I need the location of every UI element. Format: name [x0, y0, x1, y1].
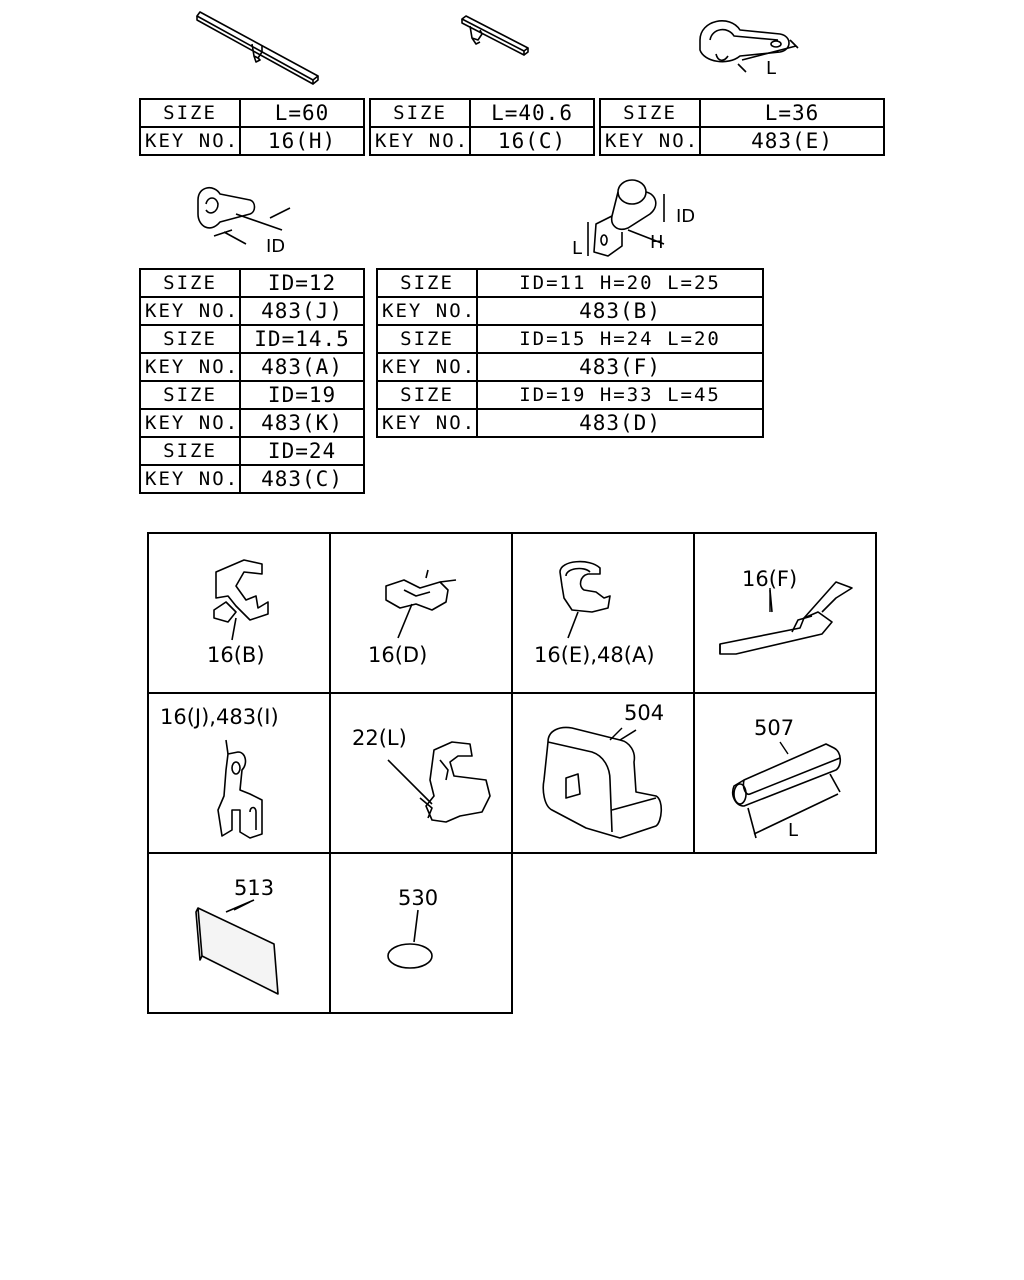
- size-value: ID=19: [240, 381, 364, 409]
- size-label: SIZE: [377, 325, 477, 353]
- key-label: KEY NO.: [140, 127, 240, 155]
- size-label: SIZE: [140, 325, 240, 353]
- spec-table-16h: [139, 98, 365, 156]
- grid-cell-16f: [693, 532, 877, 694]
- part-label-16d: 16(D): [368, 643, 428, 667]
- size-label: SIZE: [140, 437, 240, 465]
- key-value: 483(B): [477, 297, 763, 325]
- bracket-clamp-dim-id: ID: [676, 206, 696, 227]
- part-507-dim-label: L: [788, 820, 799, 841]
- size-value: ID=15 H=24 L=20: [477, 325, 763, 353]
- key-label: KEY NO.: [600, 127, 700, 155]
- key-label: KEY NO.: [140, 465, 240, 493]
- size-value: ID=12: [240, 269, 364, 297]
- grid-cell-22l: [329, 692, 513, 854]
- size-label: SIZE: [377, 381, 477, 409]
- loop-clamp-dim-label: L: [766, 58, 777, 79]
- size-label: SIZE: [600, 99, 700, 127]
- part-label-16f: 16(F): [742, 567, 798, 591]
- key-label: KEY NO.: [377, 297, 477, 325]
- key-label: KEY NO.: [377, 409, 477, 437]
- spec-table-small-clamp: [139, 268, 365, 494]
- size-value: ID=14.5: [240, 325, 364, 353]
- size-value: L=40.6: [470, 99, 594, 127]
- key-label: KEY NO.: [140, 409, 240, 437]
- size-label: SIZE: [370, 99, 470, 127]
- part-label-16j-483i: 16(J),483(I): [160, 705, 279, 729]
- spec-table-bracket-clamp: [376, 268, 764, 438]
- size-label: SIZE: [140, 269, 240, 297]
- key-label: KEY NO.: [377, 353, 477, 381]
- part-label-513: 513: [234, 876, 275, 900]
- size-label: SIZE: [140, 99, 240, 127]
- small-clamp-dim-label: ID: [266, 236, 286, 257]
- size-value: ID=11 H=20 L=25: [477, 269, 763, 297]
- grid-cell-16b: [147, 532, 331, 694]
- part-label-530: 530: [398, 886, 439, 910]
- size-value: L=36: [700, 99, 884, 127]
- part-label-16b: 16(B): [207, 643, 265, 667]
- spec-table-483e: [599, 98, 885, 156]
- key-value: 483(K): [240, 409, 364, 437]
- loop-clamp-drawing: [700, 21, 798, 72]
- key-value: 483(D): [477, 409, 763, 437]
- key-label: KEY NO.: [370, 127, 470, 155]
- grid-cell-16d: [329, 532, 513, 694]
- strip-clip-long-drawing: [197, 12, 318, 84]
- part-label-507: 507: [754, 716, 795, 740]
- bracket-clamp-dim-h: H: [650, 232, 664, 253]
- key-value: 483(F): [477, 353, 763, 381]
- key-value: 483(E): [700, 127, 884, 155]
- size-label: SIZE: [140, 381, 240, 409]
- bracket-clamp-dim-l: L: [572, 238, 583, 259]
- key-label: KEY NO.: [140, 297, 240, 325]
- size-value: ID=24: [240, 437, 364, 465]
- part-label-22l: 22(L): [352, 726, 407, 750]
- key-value: 483(J): [240, 297, 364, 325]
- size-value: L=60: [240, 99, 364, 127]
- key-value: 16(H): [240, 127, 364, 155]
- part-label-504: 504: [624, 701, 665, 725]
- key-value: 483(C): [240, 465, 364, 493]
- strip-clip-short-drawing: [462, 16, 528, 55]
- size-value: ID=19 H=33 L=45: [477, 381, 763, 409]
- spec-table-16c: [369, 98, 595, 156]
- key-value: 483(A): [240, 353, 364, 381]
- key-value: 16(C): [470, 127, 594, 155]
- size-label: SIZE: [377, 269, 477, 297]
- grid-cell-530: [329, 852, 513, 1014]
- grid-cell-504: [511, 692, 695, 854]
- key-label: KEY NO.: [140, 353, 240, 381]
- grid-cell-16e: [511, 532, 695, 694]
- part-label-16e-48a: 16(E),48(A): [534, 643, 655, 667]
